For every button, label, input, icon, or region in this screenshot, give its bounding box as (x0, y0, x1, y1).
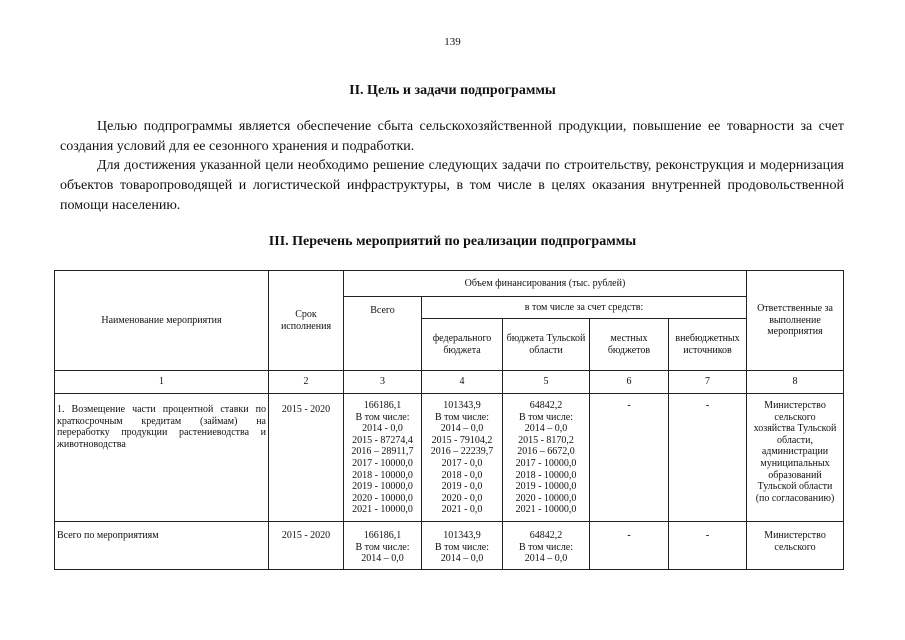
header-local: местных бюджетов (590, 319, 669, 371)
cell-line: хозяйства Тульской (753, 423, 837, 435)
summary-local: - (590, 522, 669, 570)
page-number: 139 (444, 36, 461, 48)
col-number: 2 (269, 371, 344, 394)
cell-line: 2018 - 10000,0 (352, 469, 413, 481)
cell-line: 2020 - 0,0 (441, 492, 483, 504)
cell-line: 2014 – 0,0 (524, 423, 568, 435)
cell-line: 2021 - 10000,0 (515, 504, 577, 516)
measure-regional (503, 394, 590, 522)
summary-extra: - (669, 522, 747, 570)
goal-paragraph: Целью подпрограммы является обеспечение сбыта сельскохозяйственной продукции, повышение ее товарности за счет создания условий для ее сезонного хранения и подработки. (60, 119, 844, 154)
cell-line: Министерство (764, 400, 826, 411)
measure-responsible (747, 394, 844, 522)
cell-line: В том числе: (434, 411, 490, 423)
column-number-row (55, 371, 844, 394)
cell-line: 2014 – 0,0 (440, 553, 484, 565)
cell-line: 2014 - 0,0 (362, 423, 403, 435)
cell-line: В том числе: (355, 541, 410, 553)
cell-line: 2016 – 6672,0 (517, 446, 575, 458)
cell-line: В том числе: (518, 541, 574, 553)
header-name: Наименование мероприятия (55, 271, 269, 371)
header-including: в том числе за счет средств: (422, 297, 747, 319)
cell-line: 2014 – 0,0 (440, 423, 484, 435)
col-number: 6 (590, 371, 669, 394)
cell-line: В том числе: (434, 541, 490, 553)
header-responsible: Ответственные за выполнение мероприятия (747, 271, 844, 371)
cell-line: 2020 - 10000,0 (515, 492, 577, 504)
cell-line: 101343,9 (443, 530, 481, 541)
cell-line: 166186,1 (363, 530, 402, 541)
cell-line: 2014 – 0,0 (524, 553, 568, 565)
cell-line: администрации (761, 446, 829, 458)
cell-line: сельского (774, 411, 816, 423)
cell-line: (по согласованию) (755, 492, 835, 504)
cell-line: 2018 - 0,0 (441, 469, 483, 481)
cell-line: 2017 - 10000,0 (352, 457, 413, 469)
cell-line: 64842,2 (529, 530, 563, 541)
summary-total (344, 522, 422, 570)
cell-line: области, (777, 434, 813, 446)
measure-name: 1. Возмещение части процентной ставки по краткосрочным кредитам (займам) на переработку продукции растениеводства и животноводства (55, 394, 269, 522)
measure-term: 2015 - 2020 (269, 394, 344, 522)
summary-term: 2015 - 2020 (269, 522, 344, 570)
summary-name: Всего по мероприятиям (55, 522, 269, 570)
cell-line: 101343,9 (443, 400, 481, 411)
header-total: Всего (344, 297, 422, 371)
header-federal: федерального бюджета (422, 319, 503, 371)
measure-total (344, 394, 422, 522)
cell-line: 2019 - 0,0 (441, 481, 483, 493)
table-row (55, 394, 844, 522)
col-number: 4 (422, 371, 503, 394)
header-regional: бюджета Тульской области (503, 319, 590, 371)
cell-line: В том числе: (355, 411, 410, 423)
col-number: 5 (503, 371, 590, 394)
cell-line: 2016 – 22239,7 (430, 446, 494, 458)
tasks-paragraph: Для достижения указанной цели необходимо решение следующих задачи по строительству, реконструкция и модернизация объектов товаропроводящей и логистической инфраструктуры, в том числе в целях оказания внутренней продовольственной помощи населению. (60, 158, 844, 213)
col-number: 3 (344, 371, 422, 394)
header-funding: Объем финансирования (тыс. рублей) (344, 271, 747, 297)
col-number: 1 (55, 371, 269, 394)
col-number: 7 (669, 371, 747, 394)
measure-extra: - (669, 394, 747, 522)
section-2-title: II. Цель и задачи подпрограммы (349, 83, 556, 98)
cell-line: 2019 - 10000,0 (352, 481, 413, 493)
cell-line: В том числе: (518, 411, 574, 423)
summary-regional (503, 522, 590, 570)
cell-line: 2015 - 87274,4 (352, 434, 413, 446)
cell-line: образований (768, 469, 822, 481)
measures-table (54, 270, 844, 570)
cell-line: 2019 - 10000,0 (515, 481, 577, 493)
cell-line: 2015 - 79104,2 (431, 434, 493, 446)
cell-line: 2017 - 10000,0 (515, 457, 577, 469)
measure-federal (422, 394, 503, 522)
summary-federal (422, 522, 503, 570)
summary-responsible (747, 522, 844, 570)
cell-line: 166186,1 (363, 400, 402, 411)
cell-line: Тульской области (757, 481, 833, 493)
measure-local: - (590, 394, 669, 522)
cell-line: 2015 - 8170,2 (518, 434, 574, 446)
cell-line: 2018 - 10000,0 (515, 469, 577, 481)
cell-line: 2021 - 0,0 (441, 504, 483, 516)
section-3-title: III. Перечень мероприятий по реализации подпрограммы (268, 234, 637, 249)
cell-line: муниципальных (760, 457, 830, 469)
table-row (55, 522, 844, 570)
cell-line: Министерство (764, 530, 826, 541)
cell-line: 2014 – 0,0 (361, 553, 404, 565)
cell-line: 2020 - 10000,0 (352, 492, 413, 504)
cell-line: сельского (774, 541, 816, 553)
col-number: 8 (747, 371, 844, 394)
cell-line: 2016 – 28911,7 (351, 446, 414, 458)
cell-line: 64842,2 (529, 400, 563, 411)
header-extra: внебюджетных источников (669, 319, 747, 371)
header-term: Срок исполнения (269, 271, 344, 371)
cell-line: 2017 - 0,0 (441, 457, 483, 469)
cell-line: 2021 - 10000,0 (352, 504, 413, 516)
